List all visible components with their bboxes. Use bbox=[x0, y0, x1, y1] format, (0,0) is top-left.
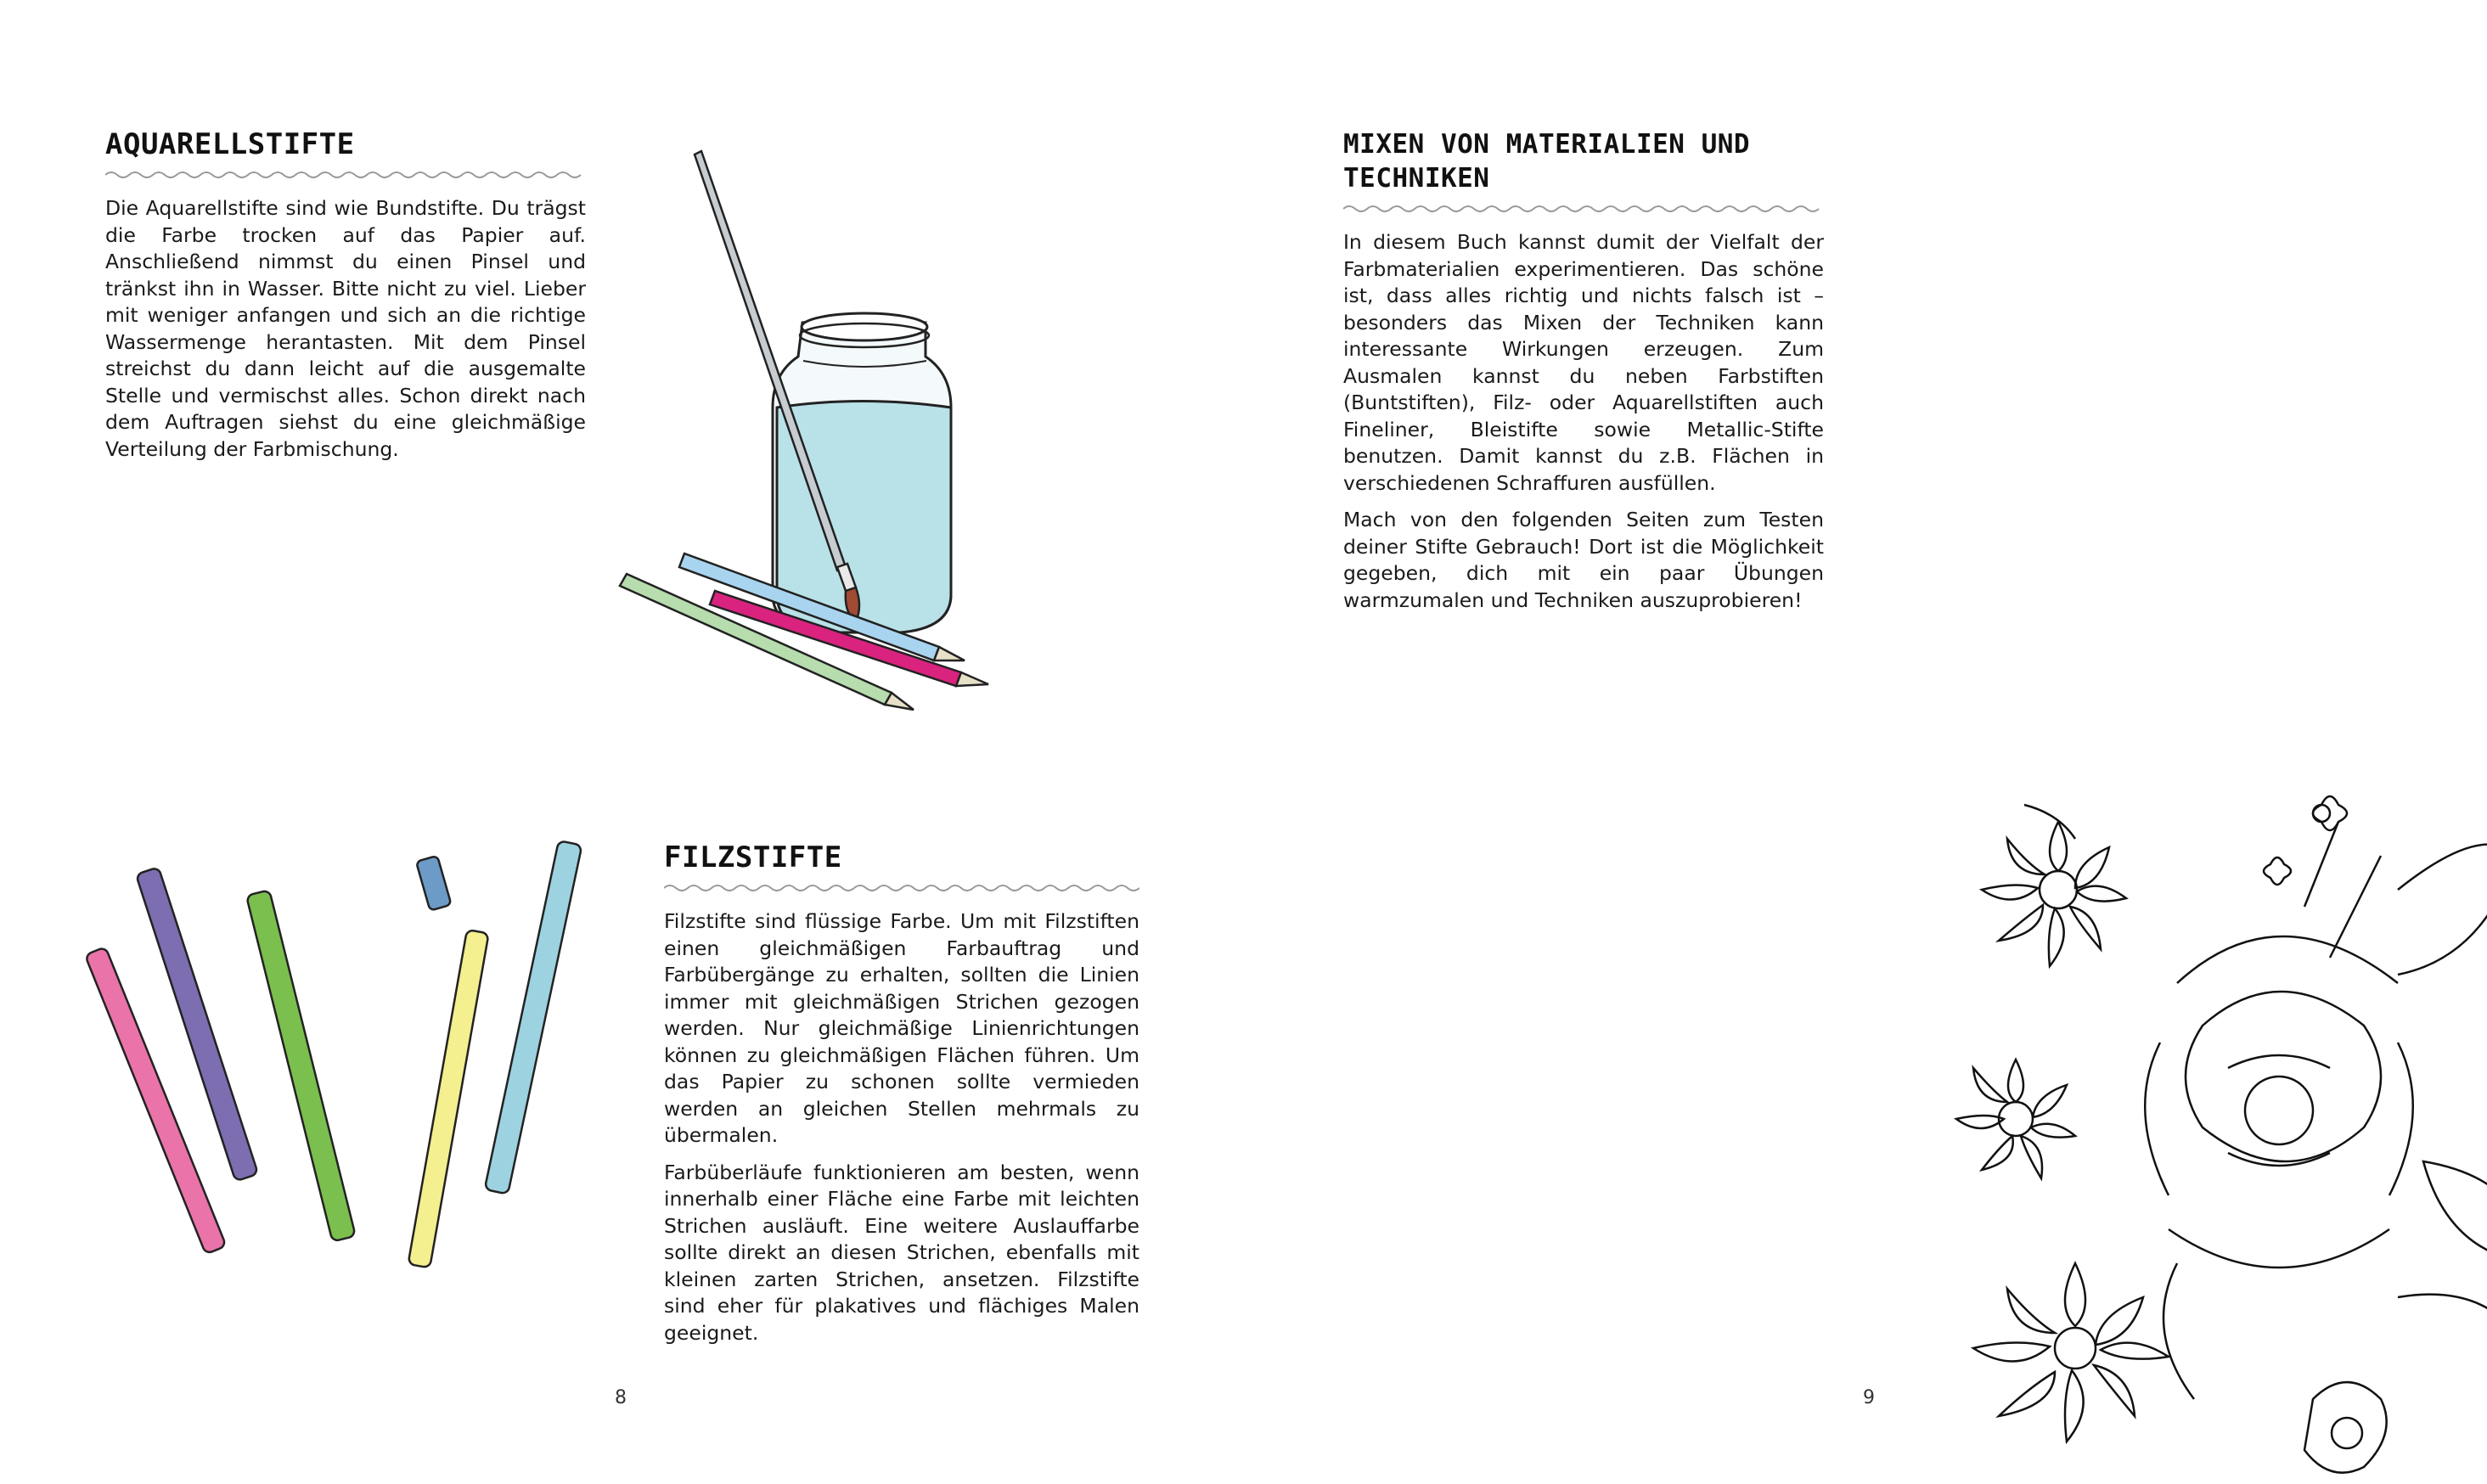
small-flowers-icon bbox=[2264, 796, 2387, 1473]
filz-paragraph-2: Farbüberläufe funktionieren am besten, wenn innerhalb einer Fläche eine Farbe mit leichten Strichen ausläuft. Eine weitere Auslauffarbe sollte direkt an diesen Strichen, ebenfalls mit kleinen zarten Strichen, ansetzen. Filzstifte sind eher für plakatives und flächiges Malen geeignet. bbox=[664, 1160, 1139, 1345]
right-page bbox=[1243, 0, 2487, 1484]
marker-purple-icon bbox=[136, 867, 258, 1181]
left-page bbox=[0, 0, 1243, 1484]
aquarell-section bbox=[105, 127, 586, 463]
dahlia-left-icon bbox=[1956, 1060, 2075, 1178]
marker-green-icon bbox=[246, 890, 356, 1241]
marker-yellow-icon bbox=[408, 930, 489, 1268]
mixen-paragraph-2: Mach von den folgenden Seiten zum Testen deiner Stifte Gebrauch! Dort ist die Möglichkeit gegeben, dich mit ein paar Übungen warmzumalen und Techniken auszuprobieren! bbox=[1343, 508, 1824, 612]
marker-cap-icon bbox=[416, 856, 452, 911]
marker-pink-icon bbox=[85, 947, 226, 1254]
felt-tip-markers-illustration bbox=[76, 828, 671, 1303]
leaves-icon bbox=[2163, 845, 2487, 1399]
filz-heading: FILZSTIFTE bbox=[664, 840, 842, 874]
mixen-heading: MIXEN VON MATERIALIEN UND TECHNIKEN bbox=[1343, 129, 1751, 194]
mixen-section bbox=[1343, 127, 1824, 614]
filz-section bbox=[664, 840, 1139, 1346]
line-art-flowers-illustration bbox=[1922, 788, 2487, 1484]
wave-divider-icon bbox=[105, 170, 586, 180]
peony-center-icon bbox=[2145, 936, 2413, 1268]
filz-paragraph-1: Filzstifte sind flüssige Farbe. Um mit Filzstiften einen gleichmäßigen Farbauftrag und Farbübergänge zu erhalten, sollten die Linien immer mit gleichmäßigen Strichen gezogen werden. Nur gleichmäßige Linienrichtungen können zu gleichmäßigen Flächen führen. Um das Papier zu schonen sollte vermieden werden an gleichen Stellen mehrmals zu übermalen. bbox=[664, 909, 1139, 1147]
dahlia-bottom-icon bbox=[1973, 1263, 2169, 1442]
water-jar-illustration bbox=[543, 144, 1019, 756]
aquarell-heading: AQUARELLSTIFTE bbox=[105, 127, 355, 161]
aquarell-paragraph: Die Aquarellstifte sind wie Bundstifte. Du trägst die Farbe trocken auf das Papier auf. Anschließend nimmst du einen Pinsel und tränkst ihn in Wasser. Bitte nicht zu viel. Lieber mit weniger anfangen und sich an die richtige Wassermenge herantasten. Mit dem Pinsel streichst du dann leicht auf die ausgemalte Stelle und vermischst alles. Schon direkt nach dem Auftragen siehst du eine gleichmäßige Verteilung der Farbmischung. bbox=[105, 196, 586, 461]
water-jar-icon bbox=[773, 313, 951, 632]
page-number-right: 9 bbox=[1863, 1387, 1875, 1408]
marker-lightblue-icon bbox=[485, 840, 582, 1195]
dahlia-top-icon bbox=[1982, 805, 2126, 966]
mixen-paragraph-1: In diesem Buch kannst dumit der Vielfalt der Farbmaterialien experimentieren. Das schöne ist, dass alles richtig und nichts falsch ist – besonders das Mixen der Techniken kann interessante Wirkungen erzeugen. Zum Ausmalen kannst du neben Farbstiften (Buntstiften), Filz- oder Aquarellstiften auch Fineliner, Bleistifte sowie Metallic-Stifte benutzen. Damit kannst du z.B. Flächen in verschiedenen Schraffuren ausfüllen. bbox=[1343, 230, 1824, 495]
page-number-left: 8 bbox=[615, 1387, 627, 1408]
wave-divider-icon bbox=[1343, 204, 1824, 214]
wave-divider-icon bbox=[664, 883, 1139, 893]
